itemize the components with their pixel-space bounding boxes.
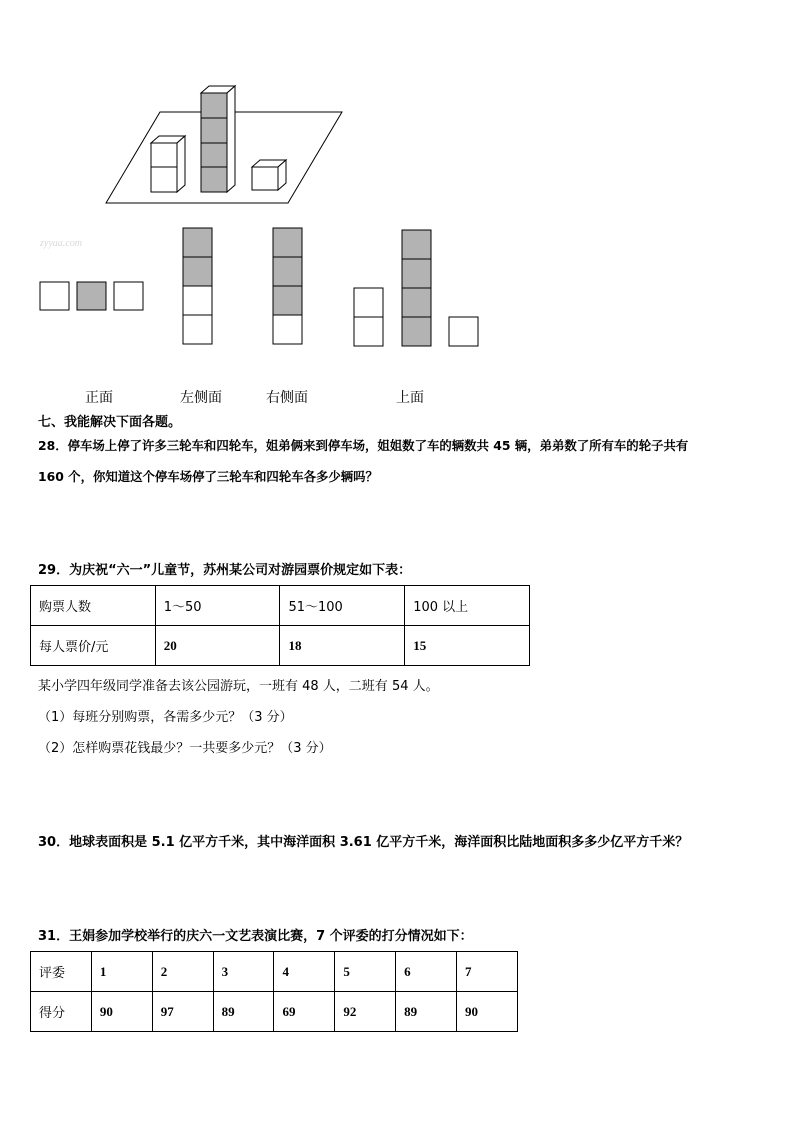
section-title: 七、我能解决下面各题。 <box>38 415 182 430</box>
cube-stack-middle <box>201 86 235 192</box>
table-cell: 7 <box>457 952 518 992</box>
q29-description: 某小学四年级同学准备去该公园游玩，一班有 48 人，二班有 54 人。 <box>38 679 439 694</box>
table-cell: 3 <box>213 952 274 992</box>
q28-line2: 160 个，你知道这个停车场停了三轮车和四轮车各多少辆吗？ <box>38 469 378 484</box>
view-top <box>354 230 478 346</box>
table-cell: 18 <box>280 626 405 666</box>
view-left-side <box>183 228 212 344</box>
label-left-view: 左侧面 <box>180 390 222 406</box>
table-cell: 5 <box>335 952 396 992</box>
table-cell: 15 <box>405 626 530 666</box>
table-cell: 90 <box>457 992 518 1032</box>
table-cell: 51～100 <box>280 586 405 626</box>
q29-intro: 29．为庆祝“六一”儿童节，苏州某公司对游园票价规定如下表： <box>38 563 412 578</box>
table-cell: 购票人数 <box>31 586 156 626</box>
table-cell: 1 <box>91 952 152 992</box>
table-cell: 1～50 <box>155 586 280 626</box>
q31-intro: 31．王娟参加学校举行的庆六一文艺表演比赛，7 个评委的打分情况如下： <box>38 929 473 944</box>
view-right-side <box>273 228 302 344</box>
table-cell: 89 <box>213 992 274 1032</box>
table-cell: 20 <box>155 626 280 666</box>
q28-line1: 28．停车场上停了许多三轮车和四轮车，姐弟俩来到停车场，姐姐数了车的辆数共 45 辆，弟弟数了所有车的轮子共有 <box>38 438 689 453</box>
table-cell: 6 <box>396 952 457 992</box>
table-cell: 100 以上 <box>405 586 530 626</box>
table-cell: 每人票价/元 <box>31 626 156 666</box>
table-cell: 得分 <box>31 992 92 1032</box>
view-front <box>40 282 143 310</box>
table-cell: 89 <box>396 992 457 1032</box>
table-row <box>31 992 518 1032</box>
q29-subquestion-2: （2）怎样购票花钱最少？一共要多少元？（3 分） <box>38 741 332 756</box>
watermark: zyyaa.com <box>40 238 82 249</box>
cube-figure <box>0 0 794 360</box>
table-cell: 92 <box>335 992 396 1032</box>
table-row <box>31 626 530 666</box>
table-row <box>31 586 530 626</box>
label-right-view: 右侧面 <box>266 390 308 406</box>
q29-subquestion-1: （1）每班分别购票，各需多少元？（3 分） <box>38 710 293 725</box>
label-front-view: 正面 <box>85 390 113 406</box>
table-cell: 97 <box>152 992 213 1032</box>
table-row <box>31 952 518 992</box>
table-cell: 评委 <box>31 952 92 992</box>
table-cell: 90 <box>91 992 152 1032</box>
table-cell: 69 <box>274 992 335 1032</box>
ticket-price-table <box>30 585 530 666</box>
cube-stack-left <box>151 136 185 192</box>
q30-text: 30．地球表面积是 5.1 亿平方千米，其中海洋面积 3.61 亿平方千米，海洋面积比陆地面积多多少亿平方千米？ <box>38 835 689 850</box>
label-top-view: 上面 <box>396 390 424 406</box>
judge-score-table <box>30 951 518 1032</box>
cube-single-right <box>252 160 286 190</box>
table-cell: 2 <box>152 952 213 992</box>
table-cell: 4 <box>274 952 335 992</box>
